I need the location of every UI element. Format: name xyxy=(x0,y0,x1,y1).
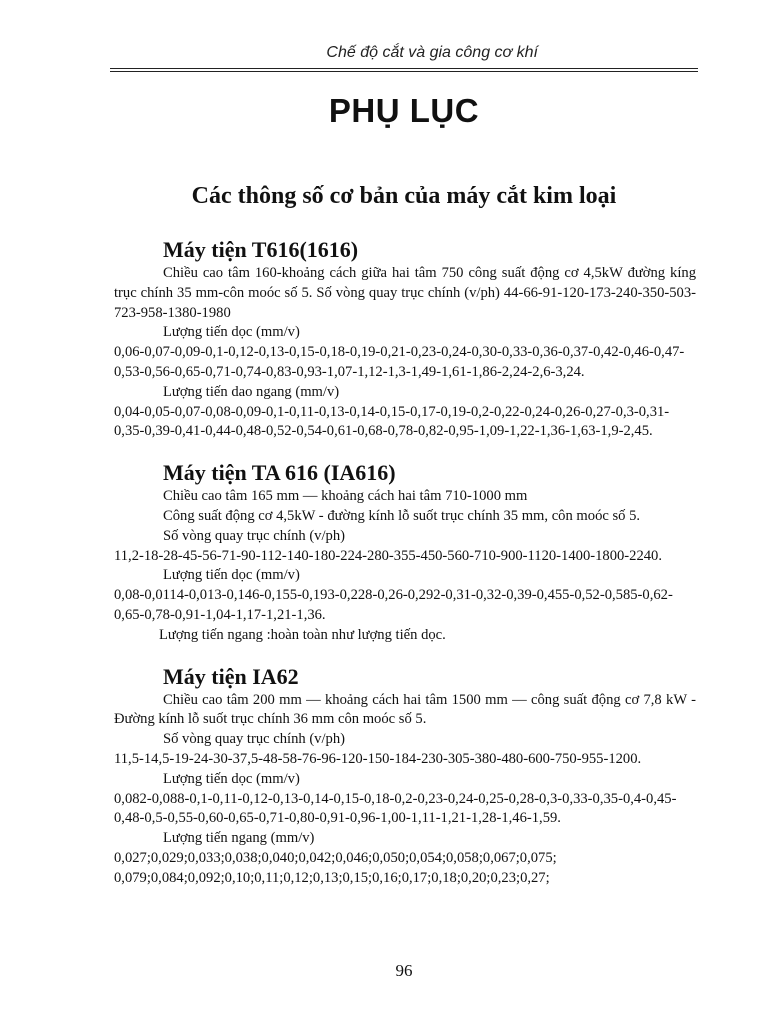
section-t616 xyxy=(114,236,696,442)
paragraph: Công suất động cơ 4,5kW - đường kính lỗ suốt trục chính 35 mm, côn moóc số 5. xyxy=(163,507,641,524)
paragraph: Lượng tiến dọc (mm/v) xyxy=(163,567,300,584)
section-heading: Máy tiện TA 616 (IA616) xyxy=(163,460,396,486)
paragraph: Số vòng quay trục chính (v/ph) xyxy=(163,527,345,544)
paragraph: 0,08-0,0114-0,013-0,146-0,155-0,193-0,228-0,26-0,292-0,31-0,32-0,39-0,455-0,52-0,585-0,62-0,65-0,78-0,91-1,04-1,17-1,21-1,36. xyxy=(114,587,673,623)
paragraph: Lượng tiến dọc (mm/v) xyxy=(163,770,300,787)
paragraph: Số vòng quay trục chính (v/ph) xyxy=(163,731,345,748)
section-heading: Máy tiện T616(1616) xyxy=(163,237,359,262)
page-number: 96 xyxy=(395,961,413,980)
running-header: Chế độ cắt và gia công cơ khí xyxy=(326,44,538,61)
paragraph: 0,06-0,07-0,09-0,1-0,12-0,13-0,15-0,18-0,19-0,21-0,23-0,24-0,30-0,33-0,36-0,37-0,42-0,46-0,47-0,53-0,56-0,65-0,71-0,74-0,83-0,93-1,07-1,12-1,3-1,49-1,61-1,86-2,24-2,6-3,24. xyxy=(114,344,685,380)
paragraph: Chiều cao tâm 165 mm — khoảng cách hai tâm 710-1000 mm xyxy=(163,488,528,505)
paragraph: Lượng tiến ngang (mm/v) xyxy=(163,830,315,847)
paragraph: 0,04-0,05-0,07-0,08-0,09-0,1-0,11-0,13-0,14-0,15-0,17-0,19-0,2-0,22-0,24-0,26-0,27-0,3-0,31-0,35-0,39-0,41-0,44-0,48-0,52-0,54-0,61-0,68-0,78-0,82-0,95-1,09-1,22-1,36-1,63-1,9-2,45. xyxy=(114,403,670,440)
paragraph: Lượng tiến dao ngang (mm/v) xyxy=(163,383,340,400)
paragraph: 0,082-0,088-0,1-0,11-0,12-0,13-0,14-0,15-0,18-0,2-0,23-0,24-0,25-0,28-0,3-0,33-0,35-0,4-0,45-0,48-0,5-0,55-0,60-0,65-0,71-0,80-0,91-0,96-1,00-1,11-1,21-1,28-1,46-1,59. xyxy=(114,790,677,827)
paragraph: Lượng tiến dọc (mm/v) xyxy=(163,324,300,341)
header-rule xyxy=(110,68,698,69)
paragraph: 0,027;0,029;0,033;0,038;0,040;0,042;0,046;0,050;0,054;0,058;0,067;0,075; 0,079;0,084;0,092;0,10;0,11;0,12;0,13;0,15;0,16;0,17;0,18;0,20;0,23;0,27; xyxy=(114,849,557,886)
header-rule-thin xyxy=(110,71,698,72)
paragraph: Lượng tiến ngang :hoàn toàn như lượng tiến dọc. xyxy=(159,626,446,643)
paragraph: 11,5-14,5-19-24-30-37,5-48-58-76-96-120-150-184-230-305-380-480-600-750-955-1200. xyxy=(114,750,642,767)
content-body xyxy=(114,236,696,889)
paragraph: Chiều cao tâm 200 mm — khoảng cách hai tâm 1500 mm — công suất động cơ 7,8 kW - Đường kính lỗ suốt trục chính 36 mm côn moóc số 5. xyxy=(114,691,696,728)
paragraph: Chiều cao tâm 160-khoảng cách giữa hai tâm 750 công suất động cơ 4,5kW đường kíng trục chính 35 mm-côn moóc số 5. Số vòng quay trục chính (v/ph) 44-66-91-120-173-240-350-503-723-958-1380-1980 xyxy=(114,265,696,321)
page-title: PHỤ LỤC xyxy=(328,92,480,129)
paragraph: 11,2-18-28-45-56-71-90-112-140-180-224-280-355-450-560-710-900-1120-1400-1800-2240. xyxy=(114,547,662,564)
page-subtitle: Các thông số cơ bản của máy cắt kim loại xyxy=(191,183,617,209)
section-ta616 xyxy=(114,459,696,645)
section-ia62 xyxy=(114,663,696,889)
section-heading: Máy tiện IA62 xyxy=(163,663,299,689)
